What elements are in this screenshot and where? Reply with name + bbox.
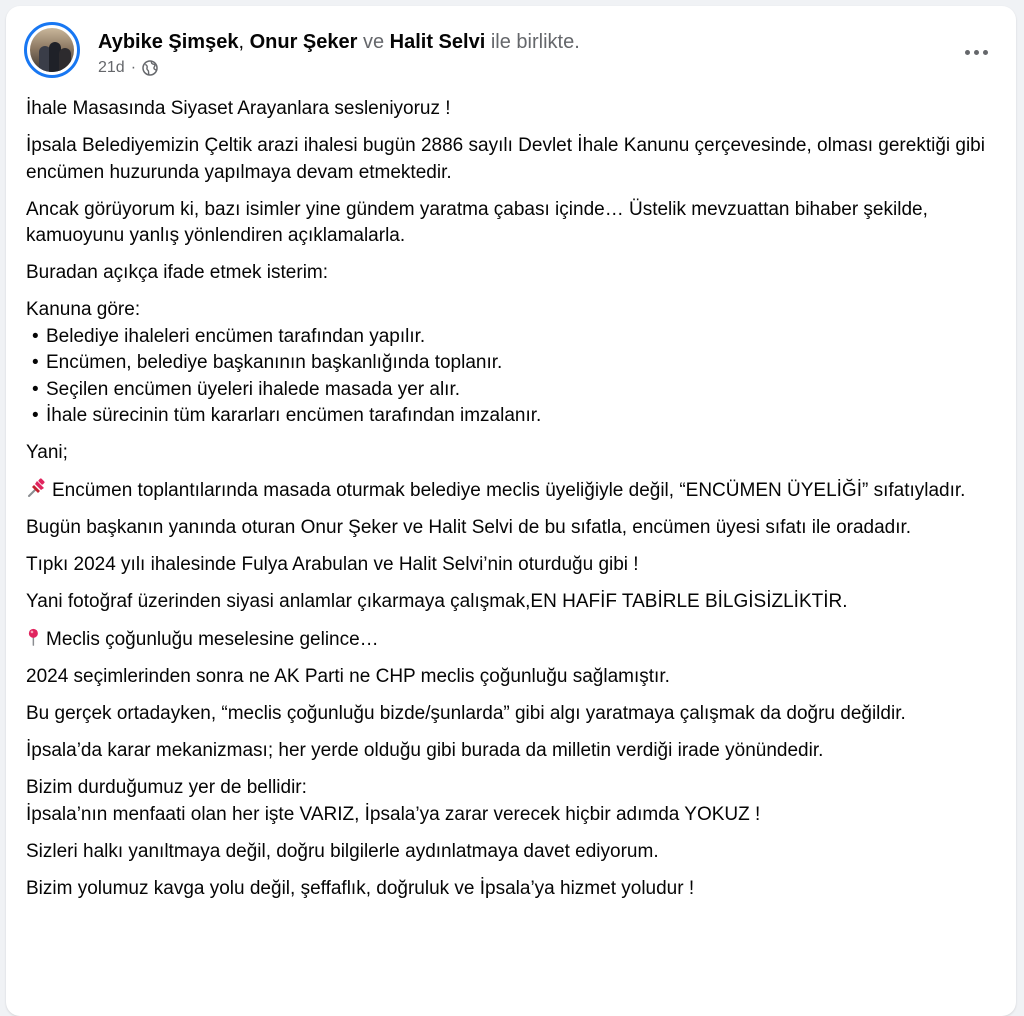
paragraph-7: [26, 477, 986, 505]
post-timestamp[interactable]: 21d: [98, 59, 125, 76]
paragraph-14: İpsala’da karar mekanizması; her yerde olduğu gibi burada da milletin verdiği irade yönündedir.: [26, 740, 824, 761]
list-item: • Belediye ihaleleri encümen tarafından yapılır.: [26, 324, 986, 351]
paragraph-7-text: Encümen toplantılarında masada oturmak belediye meclis üyeliğiyle değil, “ENCÜMEN ÜYELİĞİ” sıfatıyladır.: [52, 480, 966, 501]
paragraph-11: [26, 626, 986, 654]
author-name-primary[interactable]: Aybike Şimşek: [98, 31, 239, 53]
paragraph-6: Yani;: [26, 442, 68, 463]
meta-separator: ·: [130, 59, 137, 76]
post-card: [6, 6, 1016, 1016]
author-avatar[interactable]: [24, 22, 80, 78]
paragraph-11-text: Meclis çoğunluğu meselesine gelince…: [46, 629, 379, 650]
paragraph-8: Bugün başkanın yanında oturan Onur Şeker ve Halit Selvi de bu sıfatla, encümen üyesi sıfatı ile oradadır.: [26, 517, 912, 538]
pushpin-icon: [26, 477, 48, 499]
post-header: [24, 20, 998, 84]
round-pushpin-icon: [26, 626, 44, 648]
paragraph-5: Kanuna göre:: [26, 299, 141, 320]
post-meta: [98, 57, 158, 79]
paragraph-17: Bizim yolumuz kavga yolu değil, şeffaflık, doğruluk ve İpsala’ya hizmet yoludur !: [26, 877, 695, 899]
paragraph-15: [26, 775, 986, 828]
paragraph-15-line-1: Bizim durduğumuz yer de bellidir:: [26, 777, 307, 798]
law-section: [26, 297, 986, 430]
author-suffix: ile birlikte.: [490, 31, 580, 53]
list-item: • Encümen, belediye başkanının başkanlığında toplanır.: [26, 350, 986, 377]
paragraph-13: Bu gerçek ortadayken, “meclis çoğunluğu bizde/şunlarda” gibi algı yaratmaya çalışmak da doğru değildir.: [26, 703, 906, 724]
author-name-tagged-2[interactable]: Halit Selvi: [389, 31, 486, 53]
paragraph-15-line-2: İpsala’nın menfaati olan her işte VARIZ, İpsala’ya zarar verecek hiçbir adımda YOKUZ !: [26, 803, 761, 825]
paragraph-3: Ancak görüyorum ki, bazı isimler yine gündem yaratma çabası içinde… Üstelik mevzuattan bihaber şekilde, kamuoyunu yanlış yönlendiren açıklamalarla.: [26, 198, 928, 246]
law-list: [26, 324, 986, 430]
author-line: [98, 29, 580, 55]
globe-icon[interactable]: [142, 60, 158, 76]
author-conjunction: ve: [362, 31, 385, 53]
paragraph-16: Sizleri halkı yanıltmaya değil, doğru bilgilerle aydınlatmaya davet ediyorum.: [26, 840, 659, 862]
paragraph-1: İhale Masasında Siyaset Arayanlara sesleniyoruz !: [26, 98, 451, 119]
ellipsis-icon: [965, 50, 988, 55]
post-text: [26, 96, 986, 913]
more-options-button[interactable]: [958, 34, 994, 70]
paragraph-12: 2024 seçimlerinden sonra ne AK Parti ne CHP meclis çoğunluğu sağlamıştır.: [26, 666, 670, 687]
paragraph-4: Buradan açıkça ifade etmek isterim:: [26, 262, 329, 283]
paragraph-9: Tıpkı 2024 yılı ihalesinde Fulya Arabulan ve Halit Selvi’nin oturduğu gibi !: [26, 554, 639, 575]
author-comma: ,: [238, 31, 245, 53]
avatar-photo: [30, 28, 74, 72]
list-item: • İhale sürecinin tüm kararları encümen tarafından imzalanır.: [26, 403, 986, 430]
paragraph-2: İpsala Belediyemizin Çeltik arazi ihalesi bugün 2886 sayılı Devlet İhale Kanunu çerçevesinde, olması gerektiği gibi encümen huzurunda yapılmaya devam etmektedir.: [26, 135, 985, 183]
paragraph-10: Yani fotoğraf üzerinden siyasi anlamlar çıkarmaya çalışmak,EN HAFİF TABİRLE BİLGİSİZLİKTİR.: [26, 591, 848, 612]
list-item: • Seçilen encümen üyeleri ihalede masada yer alır.: [26, 377, 986, 404]
author-name-tagged-1[interactable]: Onur Şeker: [249, 31, 358, 53]
